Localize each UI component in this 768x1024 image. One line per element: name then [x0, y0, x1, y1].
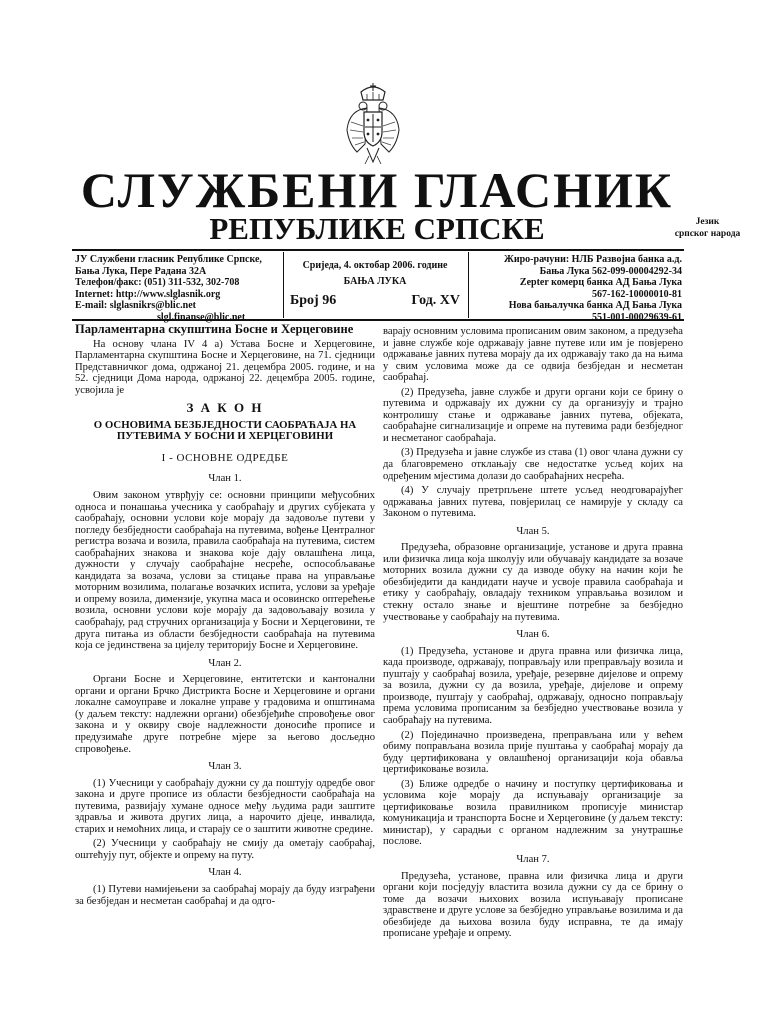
bank-accounts [500, 254, 682, 323]
article-heading: Члан 5. [516, 525, 550, 537]
publisher-name: ЈУ Службени гласник Републике Српске, [75, 254, 262, 265]
gazette-subtitle: РЕПУБЛИКЕ СРПСКЕ [209, 211, 545, 246]
article-paragraph: (2) Појединачно произведена, преправљана или у већем обиму поправљана возила прије пуштања у саобраћај морају да буду цертификована у овлашћеној организацији која обавља цертификовање возила. [383, 729, 683, 776]
header-divider-right [468, 252, 469, 318]
issue-city: БАЊА ЛУКА [343, 275, 407, 287]
account-line: Бања Лука 562-099-00004292-34 [539, 265, 682, 277]
article-heading: Члан 2. [208, 657, 242, 669]
publisher-email-2: slgl.finanse@blic.net [157, 311, 246, 323]
header-top-rule [72, 249, 684, 251]
issuing-body: Парламентарна скупштина Босне и Херцеговине [75, 322, 354, 336]
issue-date: Сриједа, 4. октобар 2006. године [302, 260, 448, 271]
account-line: Нова бањалучка банка АД Бања Лука [508, 300, 682, 311]
article-paragraph: Предузећа, установе, правна или физичка лица и други органи који посједују властита возила дужни су да се брину о томе да возачи њихових возила испуњавају прописане здравствене и друге услове за безбједно управљање возилима и да обезбиједе да њихова возила буду исправна, те да имају прописане уређаје и опрему. [383, 870, 683, 940]
article-paragraph: (3) Предузећа и јавне службе из става (1) овог члана дужни су да благовремено отклањају све недостатке усљед којих на одређеним мјестима долази до саобраћајних несрећа. [383, 447, 683, 482]
article-heading: Члан 3. [208, 761, 242, 773]
law-heading: З А К О Н [186, 400, 264, 416]
article-heading: Члан 7. [516, 853, 550, 865]
article-paragraph: (4) У случају претрпљене штете усљед неодговарајућег одржавања јавних путева, повјерилац се намирује у складу са Законом о путевима. [383, 485, 683, 520]
left-column [75, 324, 375, 910]
article-paragraph: (1) Путеви намијењени за саобраћај морају да буду изграђени за безбједан и несметан саобраћај и да одго- [75, 883, 375, 907]
issue-info [290, 260, 460, 309]
article-paragraph: варају основним условима прописаним овим законом, а предузећа и јавне службе које одржавају јавне путеве или им је повјерено одржавање јавних путева морају да их одржавају тако да на њима у свим условима може да се одвија безбједан и несметан саобраћај. [383, 326, 683, 384]
article-heading: Члан 6. [516, 629, 550, 641]
language-label: Језик [695, 217, 720, 227]
publisher-email: E-mail: slglasnikrs@blic.net [75, 300, 196, 311]
publisher-address: Бања Лука, Пере Радана 32А [75, 265, 207, 277]
law-preamble: На основу члана IV 4 а) Устава Босне и Херцеговине, Парламентарна скупштина Босне и Херцеговине, на 71. сједници Представничког дома, одржаној 21. децембра 2005. године, и на 52. сједници Дома народа, одржаној 22. децембра 2005. године, усвојила је [75, 338, 375, 396]
gazette-title: СЛУЖБЕНИ ГЛАСНИК [80, 162, 674, 218]
account-line: 551-001-00029639-61 [592, 311, 682, 323]
article-paragraph: Предузећа, образовне организације, установе и друга правна или физичка лица која школују или обучавају кандидате за возаче моторних возила дужни су да изводе обуку на начин који ће обезбиједити да кандидати науче и усвоје правила саобраћаја и етику у саобраћају, овладају техником управљања возилом и стекну остало знање и вјештине потребне за безбједно учествовање у саобраћају на путевима. [383, 542, 683, 623]
article-paragraph: (2) Учесници у саобраћају не смију да ометају саобраћај, оштећују пут, објекте и опрему на путу. [75, 838, 375, 861]
article-paragraph: (3) Ближе одредбе о начину и поступку цертификовања и условима које морају да испуњавају организације за цертификовање возила правилником прописује министар комуникација и транспорта Босне и Херцеговине (у даљем тексту: министар), у сарадњи с органом надлежним за унутрашње послове. [383, 778, 683, 848]
article-heading: Члан 1. [208, 473, 242, 485]
law-title: О ОСНОВИМА БЕЗБЈЕДНОСТИ САОБРАЋАЈА НА ПУТЕВИМА У БОСНИ И ХЕРЦЕГОВИНИ [93, 418, 357, 443]
article-paragraph: (1) Учесници у саобраћају дужни су да поштују одредбе овог закона и друге прописе из области безбједности саобраћаја на путевима, развијају хумане односе међу људима ради заштите здравља и живота других лица, а нарочито дјеце, инвалида, старих и немоћних лица, и старају се о заштити животне средине. [75, 777, 375, 835]
account-line: 567-162-10000010-81 [592, 288, 682, 300]
article-paragraph: Овим законом утврђују се: основни принципи међусобних односа и понашања учесника у саобраћају и других субјеката у саобраћају, основни услови које морају да задовоље путеви у погледу безбједности саобраћаја на путевима, вођење Централног регистра возача и возила, правила саобраћаја на путевима, систем саобраћајних знакова и знакова које дају овлашћена лица, дужности у случају саобраћајне несреће, оспособљавање кандидата за возача, услови за стицање права на управљање моторним возилима, полагање возачких испита, услови за уређаје и опрему возила, димензије, укупна маса и осовинско оптерећење возила, основни услови које морају да задовољавају возила у саобраћају, рад стручних организација у Босни и Херцеговини, те друга питања из области безбједности саобраћаја на путевима која се јединствена за цијелу територију Босне и Херцеговине. [75, 490, 375, 652]
section-heading: I - ОСНОВНЕ ОДРЕДБЕ [161, 451, 289, 464]
language-note [660, 216, 755, 240]
publisher-info [75, 254, 275, 323]
article-paragraph: (1) Предузећа, установе и друга правна или физичка лица, када производе, одржавају, поправљају или преправљају возила и пуштају у саобраћај возила, уређаје, резервне дијелове и опрему за возила, дужни су да возила, уређаје, дијелове и опрему производе, пуштају у саобраћај, одржавају, односно поправљају према условима прописаним за безбједно учествовање возила у саобраћају на путевима. [383, 645, 683, 726]
issue-number: Број 96 [290, 293, 337, 308]
coat-of-arms-icon [343, 82, 403, 168]
issue-year: Год. XV [411, 293, 460, 308]
publisher-phone: Телефон/факс: (051) 311-532, 302-708 [75, 277, 240, 288]
article-paragraph: (2) Предузећа, јавне службе и други органи који се брину о путевима и одржавају их дужни су да организују и трајно контролишу стање и одржавање јавних путева, објеката, саобраћајне сигнализације и опреме на путевима ради безбједног и несметаног саобраћаја. [383, 386, 683, 444]
account-line: Zepter комерц банка АД Бања Лука [519, 277, 682, 288]
account-line: Жиро-рачуни: НЛБ Развојна банка а.д. [503, 254, 682, 265]
header-divider-left [283, 252, 284, 318]
issue-number-row [290, 293, 460, 309]
article-heading: Члан 4. [208, 867, 242, 879]
language-value: српског народа [674, 229, 741, 239]
article-paragraph: Органи Босне и Херцеговине, ентитетски и кантонални органи и органи Брчко Дистрикта Босне и Херцеговине и органи локалне самоуправе и локалне управе у градовима и општинама (у даљем тексту: надлежни органи) обезбјеђиће спровођење овог закона и у оквиру своје надлежности доносиће прописе и предузимаће друге потребне мјере за његово досљедно спровођење. [75, 674, 375, 755]
publisher-website: Internet: http://www.slglasnik.org [75, 288, 221, 300]
right-column [383, 326, 683, 943]
